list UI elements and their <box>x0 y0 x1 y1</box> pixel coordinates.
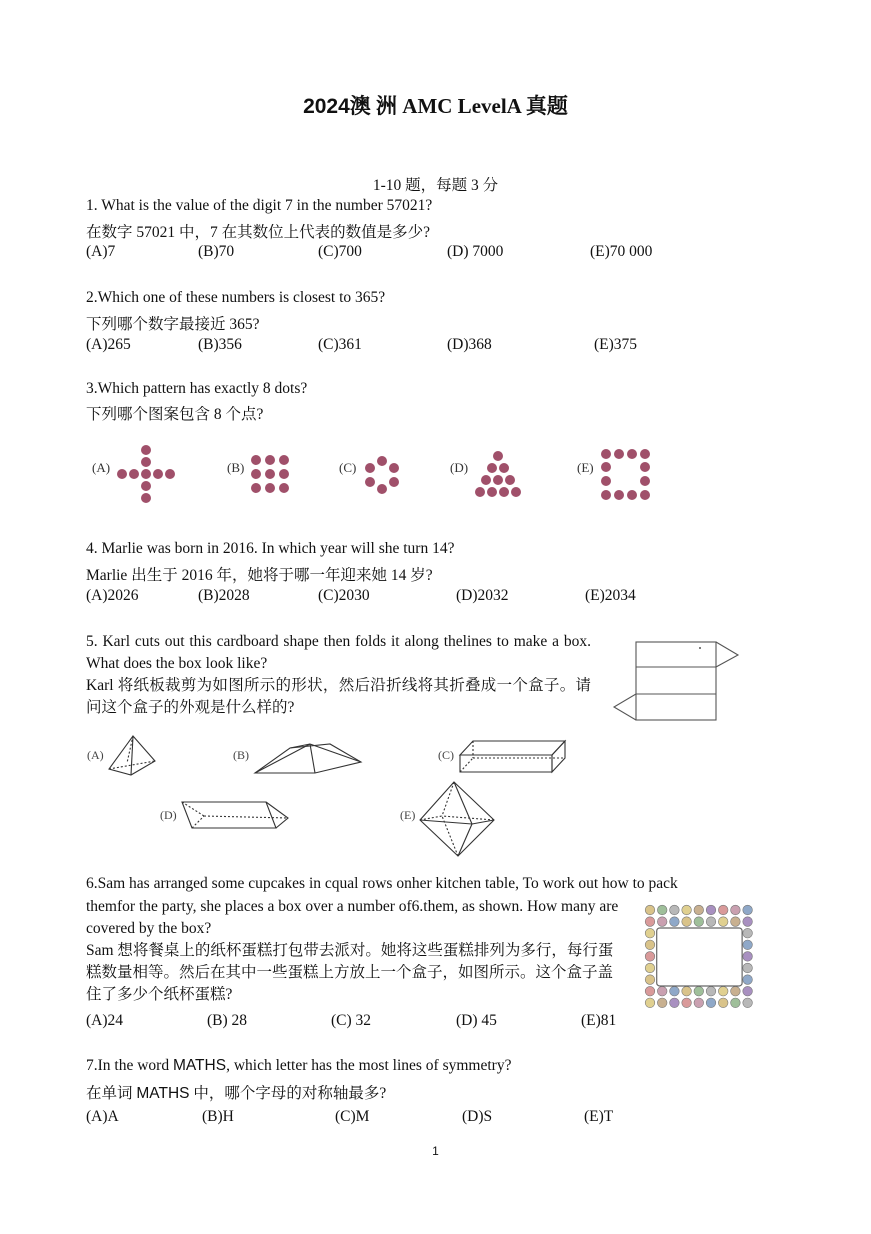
q3-dot-b-6 <box>251 483 261 493</box>
q6-option-e[interactable]: (E)81 <box>581 1012 617 1029</box>
q6-option-b[interactable]: (B) 28 <box>207 1012 248 1029</box>
q1-chinese: 在数字 57021 中，7 在其数位上代表的数值是多少? <box>86 224 431 241</box>
q3-dot-a-8 <box>141 493 151 503</box>
q3-dot-a-4 <box>141 469 151 479</box>
q7-english <box>86 1057 511 1075</box>
q6-cupcake <box>670 905 680 915</box>
q6-chinese: Sam 想将餐桌上的纸杯蛋糕打包带去派对。她将这些蛋糕排列为多行，每行蛋糕数量相等。然后在其中一些蛋糕上方放上一个盒子，如图所示。这个盒子盖住了多少个纸杯蛋糕? <box>86 942 614 1003</box>
q5-english: 5. Karl cuts out this cardboard shape then folds it along thelines to make a box. What does the box look like? <box>86 633 591 672</box>
q6-cupcake <box>706 917 716 927</box>
q3-dot-c-1 <box>365 463 375 473</box>
q3-dot-d-7 <box>487 487 497 497</box>
q3-dot-d-8 <box>499 487 509 497</box>
q3-dot-b-2 <box>279 455 289 465</box>
q6-option-d[interactable]: (D) 45 <box>456 1012 497 1029</box>
q3-dot-b-7 <box>265 483 275 493</box>
q2-option-d[interactable]: (D)368 <box>447 336 492 353</box>
q3-dot-e-3 <box>640 449 650 459</box>
q3-dot-b-4 <box>265 469 275 479</box>
q6-cupcake <box>657 986 667 996</box>
q3-dot-b-8 <box>279 483 289 493</box>
q6-cupcake <box>706 998 716 1008</box>
q7-chinese-pre: 在单词 <box>86 1085 137 1102</box>
q2-english: 2.Which one of these numbers is closest to 365? <box>86 289 386 306</box>
q6-cupcake <box>670 998 680 1008</box>
q1-option-a[interactable]: (A)7 <box>86 243 116 260</box>
q3-label-e[interactable]: (E) <box>577 460 594 475</box>
q6-cupcake <box>706 905 716 915</box>
q4-option-b[interactable]: (B)2028 <box>198 587 250 604</box>
q3-dot-c-3 <box>365 477 375 487</box>
q5-label-c[interactable]: (C) <box>438 748 454 762</box>
q3-dot-e-9 <box>614 490 624 500</box>
q5-label-b[interactable]: (B) <box>233 748 249 762</box>
q7-english-pre: 7.In the word <box>86 1057 173 1074</box>
q3-dot-d-9 <box>511 487 521 497</box>
q7-option-d[interactable]: (D)S <box>462 1108 493 1125</box>
q3-dot-c-4 <box>389 477 399 487</box>
title-year: 2024 <box>303 95 350 118</box>
q6-cupcake <box>743 940 753 950</box>
q6-option-a[interactable]: (A)24 <box>86 1012 124 1029</box>
q6-cupcake <box>645 917 655 927</box>
q6-cupcake <box>645 952 655 962</box>
q6-cupcake <box>645 928 655 938</box>
q5-label-e[interactable]: (E) <box>400 808 416 822</box>
q6-cupcake <box>670 986 680 996</box>
q6-cupcake <box>645 963 655 973</box>
q7-chinese <box>86 1081 386 1103</box>
q3-english: 3.Which pattern has exactly 8 dots? <box>86 380 308 397</box>
q6-cupcake <box>706 986 716 996</box>
q3-dot-a-3 <box>129 469 139 479</box>
q5-net-figure <box>610 638 740 723</box>
q6-cupcake <box>645 905 655 915</box>
q7-option-b[interactable]: (B)H <box>202 1108 234 1125</box>
q3-dot-e-11 <box>640 490 650 500</box>
q6-cupcake <box>645 975 655 985</box>
q3-dot-b-3 <box>251 469 261 479</box>
q1-option-e[interactable]: (E)70 000 <box>590 243 653 260</box>
q3-dot-e-6 <box>601 476 611 486</box>
q4-english: 4. Marlie was born in 2016. In which year will she turn 14? <box>86 540 455 557</box>
q3-dot-d-6 <box>475 487 485 497</box>
q3-dot-a-2 <box>117 469 127 479</box>
q1-option-c[interactable]: (C)700 <box>318 243 362 260</box>
q6-cupcake <box>694 998 704 1008</box>
q6-cupcake <box>743 905 753 915</box>
q3-dot-b-1 <box>265 455 275 465</box>
q3-dot-e-0 <box>601 449 611 459</box>
q6-cupcake <box>718 905 728 915</box>
q7-option-a[interactable]: (A)A <box>86 1108 119 1125</box>
q3-dot-a-0 <box>141 445 151 455</box>
q6-cupcake <box>694 917 704 927</box>
q2-option-c[interactable]: (C)361 <box>318 336 362 353</box>
q1-english: 1. What is the value of the digit 7 in the number 57021? <box>86 197 433 214</box>
section-header: 1-10 题，每题 3 分 <box>372 177 499 194</box>
q3-dot-a-6 <box>165 469 175 479</box>
q7-chinese-word: MATHS <box>136 1085 190 1102</box>
q6-cupcake <box>645 940 655 950</box>
q4-option-c[interactable]: (C)2030 <box>318 587 370 604</box>
q6-cupcake <box>743 998 753 1008</box>
q6-cupcake <box>743 963 753 973</box>
q5-label-a[interactable]: (A) <box>87 748 104 762</box>
q6-cupcake <box>682 998 692 1008</box>
q6-cupcake <box>718 998 728 1008</box>
q3-dot-e-7 <box>640 476 650 486</box>
q3-label-c[interactable]: (C) <box>339 460 357 475</box>
q3-dot-b-0 <box>251 455 261 465</box>
q6-option-c[interactable]: (C) 32 <box>331 1012 372 1029</box>
q2-option-b[interactable]: (B)356 <box>198 336 242 353</box>
q6-cupcake <box>657 917 667 927</box>
q3-dot-b-5 <box>279 469 289 479</box>
q6-cupcake <box>743 917 753 927</box>
q6-cupcake <box>731 986 741 996</box>
q3-dot-d-3 <box>481 475 491 485</box>
q5-label-d[interactable]: (D) <box>160 808 177 822</box>
q6-text <box>86 896 626 1006</box>
q6-cupcake <box>743 928 753 938</box>
q3-dot-a-7 <box>141 481 151 491</box>
q6-cupcake <box>645 998 655 1008</box>
q1-option-d[interactable]: (D) 7000 <box>447 243 504 260</box>
q6-cupcake <box>731 905 741 915</box>
q5-pyramid-shape <box>105 733 160 778</box>
q3-dot-e-2 <box>627 449 637 459</box>
q4-option-d[interactable]: (D)2032 <box>456 587 509 604</box>
q6-cupcake <box>718 986 728 996</box>
q3-dot-patterns <box>0 0 871 520</box>
title-rest: 澳 洲 AMC LevelA 真题 <box>349 94 568 118</box>
q2-option-a[interactable]: (A)265 <box>86 336 131 353</box>
q3-dot-a-1 <box>141 457 151 467</box>
q3-label-b[interactable]: (B) <box>227 460 245 475</box>
q6-cupcake <box>682 905 692 915</box>
q4-option-a[interactable]: (A)2026 <box>86 587 139 604</box>
q3-dot-d-0 <box>493 451 503 461</box>
q3-dot-e-8 <box>601 490 611 500</box>
q7-option-c[interactable]: (C)M <box>335 1108 370 1125</box>
q3-dot-c-5 <box>377 484 387 494</box>
page-number: 1 <box>432 1144 439 1158</box>
q3-dot-a-5 <box>153 469 163 479</box>
q6-english-line2: themfor the party, she places a box over a number of6.them, as shown. How many are covered by the box? <box>86 898 619 937</box>
q6-cupcake <box>743 975 753 985</box>
q3-dot-e-10 <box>627 490 637 500</box>
q6-cupcake <box>743 952 753 962</box>
q6-cupcake-grid <box>640 902 755 1010</box>
q6-cupcake <box>645 986 655 996</box>
q5-bipyramid-shape <box>416 780 498 860</box>
q7-english-post: , which letter has the most lines of symmetry? <box>226 1057 512 1074</box>
q7-option-e[interactable]: (E)T <box>584 1108 614 1125</box>
q3-dot-d-4 <box>493 475 503 485</box>
q6-cupcake <box>731 917 741 927</box>
q6-cupcake <box>731 998 741 1008</box>
q3-dot-e-1 <box>614 449 624 459</box>
q3-dot-d-5 <box>505 475 515 485</box>
q3-dot-e-4 <box>601 462 611 472</box>
q6-cupcake <box>657 905 667 915</box>
q6-english-line1: 6.Sam has arranged some cupcakes in cqual rows onher kitchen table, To work out how to pack <box>86 875 678 892</box>
q4-chinese: Marlie 出生于 2016 年，她将于哪一年迎来她 14 岁? <box>86 567 433 584</box>
q7-english-word: MATHS <box>172 1057 227 1074</box>
q5-text <box>86 631 591 719</box>
q3-dot-d-1 <box>487 463 497 473</box>
q6-cupcake <box>682 917 692 927</box>
q3-dot-d-2 <box>499 463 509 473</box>
q3-dot-e-5 <box>640 462 650 472</box>
q3-dot-c-2 <box>389 463 399 473</box>
q3-dot-c-0 <box>377 456 387 466</box>
q4-option-e[interactable]: (E)2034 <box>585 587 636 604</box>
q6-box <box>657 928 742 986</box>
q2-chinese: 下列哪个数字最接近 365? <box>86 316 260 333</box>
q1-option-b[interactable]: (B)70 <box>198 243 235 260</box>
q6-cupcake <box>694 905 704 915</box>
q2-option-e[interactable]: (E)375 <box>594 336 638 353</box>
q6-cupcake <box>694 986 704 996</box>
q5-chinese: Karl 将纸板裁剪为如图所示的形状，然后沿折线将其折叠成一个盒子。请问这个盒子的外观是什么样的? <box>86 677 591 716</box>
q6-cupcake <box>743 986 753 996</box>
q5-long-prism-shape <box>455 738 570 776</box>
q6-cupcake <box>670 917 680 927</box>
q5-flat-pyramid-shape <box>252 740 367 778</box>
q3-label-a[interactable]: (A) <box>92 460 111 475</box>
q6-cupcake <box>682 986 692 996</box>
q5-triangular-prism-shape <box>178 796 293 836</box>
q3-chinese: 下列哪个图案包含 8 个点? <box>86 406 264 423</box>
q3-label-d[interactable]: (D) <box>450 460 469 475</box>
q7-chinese-post: 中，哪个字母的对称轴最多? <box>189 1085 387 1102</box>
q6-cupcake <box>718 917 728 927</box>
q6-cupcake <box>657 998 667 1008</box>
